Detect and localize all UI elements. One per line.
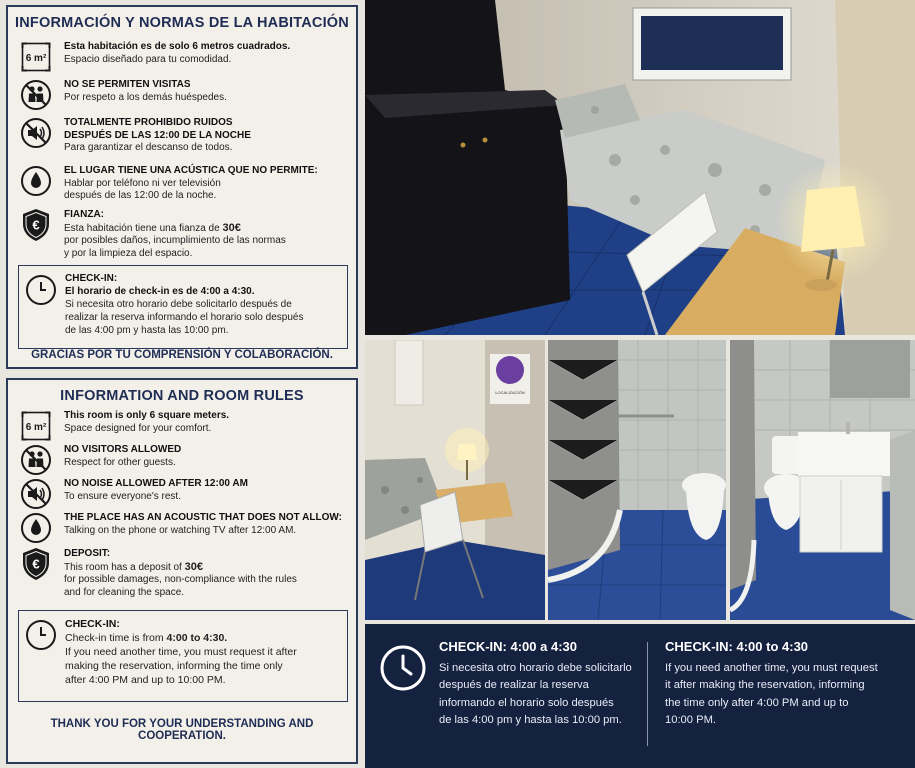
banner-heading: CHECK-IN: 4:00 a 4:30 — [439, 639, 577, 654]
english-rules-panel — [6, 378, 358, 764]
rule-line: and for cleaning the space. — [64, 586, 185, 598]
size-badge: 6 m² — [25, 53, 47, 64]
clock-icon — [25, 619, 57, 651]
checkin-line: realizar la reserva informando el horario solo después — [65, 312, 304, 323]
rule-no-noise — [20, 117, 350, 157]
rule-acoustic — [20, 165, 350, 205]
no-visitors-icon — [20, 79, 52, 111]
svg-text:€: € — [32, 217, 40, 233]
banner-line: después de realizar la reserva — [439, 679, 589, 691]
euro-shield-icon — [20, 548, 52, 580]
banner-line: de las 4:00 pm y hasta las 10:00 pm. — [439, 714, 622, 726]
rule-line: por posibles daños, incumplimiento de las normas — [64, 235, 286, 246]
checkin-box — [18, 265, 348, 349]
checkin-line: de las 4:00 pm y hasta las 10:00 pm. — [65, 325, 229, 336]
shower-photo — [548, 340, 726, 620]
banner-line: it after making the reservation, informing — [665, 679, 865, 691]
rule-line: for possible damages, non-compliance with the rules — [64, 574, 297, 585]
rule-line: This room has a deposit of 30€ — [64, 560, 203, 573]
rule-line: después de las 12:00 de la noche. — [64, 190, 217, 201]
checkin-banner-spanish — [439, 638, 644, 730]
rule-deposit — [20, 209, 350, 259]
panel-title: INFORMATION AND ROOM RULES — [60, 388, 304, 404]
rule-no-visitors — [20, 79, 350, 119]
rule-head: TOTALMENTE PROHIBIDO RUIDOS — [64, 117, 233, 128]
checkin-line: Si necesita otro horario debe solicitarlo después de — [65, 299, 292, 310]
rule-head: NO VISITORS ALLOWED — [64, 444, 182, 455]
panel-title: INFORMACIÓN Y NORMAS DE LA HABITACIÓN — [15, 15, 349, 31]
rule-line: Talking on the phone or watching TV after 12:00 AM. — [64, 524, 297, 536]
banner-line: If you need another time, you must request — [665, 661, 878, 674]
rule-deposit — [20, 548, 350, 598]
rule-head: Esta habitación es de solo 6 metros cuadrados. — [64, 41, 291, 52]
area-icon — [20, 41, 52, 73]
drop-icon — [20, 165, 52, 197]
clock-icon — [379, 644, 427, 692]
svg-text:€: € — [32, 556, 40, 572]
deposit-amount: 30€ — [184, 560, 203, 573]
rule-head: THE PLACE HAS AN ACOUSTIC THAT DOES NOT ALLOW: — [64, 512, 342, 523]
size-badge: 6 m² — [25, 422, 47, 433]
banner-line: 10:00 PM. — [665, 714, 716, 726]
euro-shield-icon — [20, 209, 52, 241]
rule-head: NO NOISE ALLOWED AFTER 12:00 AM — [64, 478, 248, 489]
checkin-banner — [365, 624, 915, 768]
room-sign-text: LOCALIZACIÓN — [495, 390, 525, 395]
rule-line: Por respeto a los demás huéspedes. — [64, 91, 227, 103]
checkin-box — [18, 610, 348, 702]
thanks-message: GRACIAS POR TU COMPRENSIÓN Y COLABORACIÓN. — [31, 349, 333, 361]
no-noise-icon — [20, 117, 52, 149]
checkin-hours: Check-in time is from 4:00 to 4:30. — [65, 632, 228, 644]
rule-head: FIANZA: — [64, 209, 104, 220]
area-icon — [20, 410, 52, 442]
rule-acoustic — [20, 512, 350, 552]
banner-line: informando el horario solo después — [439, 696, 614, 709]
drop-icon — [20, 512, 52, 544]
rule-size — [20, 41, 350, 81]
rule-line: Respect for other guests. — [64, 456, 176, 468]
room-photo — [365, 0, 915, 335]
banner-line: the time only after 4:00 PM and up to — [665, 696, 849, 709]
no-noise-icon — [20, 478, 52, 510]
rule-line: To ensure everyone's rest. — [64, 490, 181, 502]
rule-line: Para garantizar el descanso de todos. — [64, 142, 233, 153]
bed-corner-photo — [365, 340, 545, 620]
checkin-hours: El horario de check-in es de 4:00 a 4:30. — [65, 286, 255, 297]
checkin-head: CHECK-IN: — [65, 273, 118, 284]
banner-heading: CHECK-IN: 4:00 to 4:30 — [665, 639, 809, 654]
no-visitors-icon — [20, 444, 52, 476]
checkin-head: CHECK-IN: — [65, 618, 120, 630]
deposit-amount: 30€ — [222, 221, 241, 234]
rule-line: y por la limpieza del espacio. — [64, 247, 193, 259]
rule-line: Hablar por teléfono ni ver televisión — [64, 177, 221, 189]
rule-line: Espacio diseñado para tu comodidad. — [64, 53, 232, 65]
thanks-message: THANK YOU FOR YOUR UNDERSTANDING AND COOPERATION. — [50, 718, 314, 742]
banner-line: Si necesita otro horario debe solicitarlo — [439, 661, 632, 674]
rule-head: This room is only 6 square meters. — [64, 410, 230, 421]
spanish-rules-panel — [6, 5, 358, 369]
divider — [647, 642, 648, 746]
checkin-banner-english — [665, 638, 905, 730]
checkin-line: after 4:00 PM and up to 10:00 PM. — [65, 674, 226, 686]
rule-head: NO SE PERMITEN VISITAS — [64, 79, 191, 90]
rule-line: Esta habitación tiene una fianza de 30€ — [64, 221, 241, 234]
bathroom-photo — [730, 340, 915, 620]
checkin-line: If you need another time, you must request it after — [65, 646, 297, 658]
rule-head: EL LUGAR TIENE UNA ACÚSTICA QUE NO PERMITE: — [64, 165, 318, 176]
rule-head-2: DESPUÉS DE LAS 12:00 DE LA NOCHE — [64, 129, 251, 141]
rule-line: Space designed for your comfort. — [64, 422, 212, 434]
rule-head: DEPOSIT: — [64, 548, 111, 559]
clock-icon — [25, 274, 57, 306]
checkin-line: making the reservation, informing the time only — [65, 660, 283, 672]
